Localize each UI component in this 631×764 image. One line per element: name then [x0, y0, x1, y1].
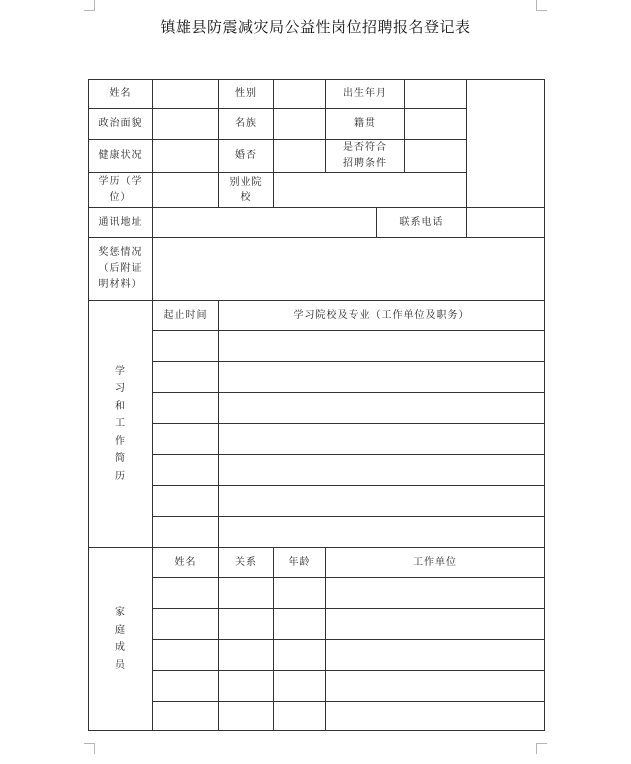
- photo-cell: [467, 80, 545, 208]
- name-field[interactable]: [153, 80, 219, 109]
- family-name-field[interactable]: [153, 609, 219, 640]
- family-workplace-field[interactable]: [326, 578, 545, 609]
- resume-period-field[interactable]: [153, 455, 219, 486]
- family-relation-field[interactable]: [219, 578, 274, 609]
- family-name-field[interactable]: [153, 702, 219, 731]
- resume-detail-field[interactable]: [219, 424, 545, 455]
- crop-mark-top-left: [84, 0, 95, 11]
- resume-detail-field[interactable]: [219, 362, 545, 393]
- education-field[interactable]: [153, 173, 219, 208]
- family-workplace-field[interactable]: [326, 671, 545, 702]
- crop-mark-top-right: [536, 0, 547, 11]
- resume-detail-field[interactable]: [219, 517, 545, 548]
- crop-mark-bottom-right: [536, 743, 547, 754]
- eligible-label: 是否符合招聘条件: [326, 140, 405, 173]
- period-header: 起止时间: [153, 301, 219, 331]
- family-workplace-field[interactable]: [326, 640, 545, 671]
- registration-form-table: [88, 79, 545, 731]
- birth-label: 出生年月: [326, 80, 405, 109]
- education-label: 学历（学位）: [89, 173, 153, 208]
- family-age-field[interactable]: [274, 609, 326, 640]
- resume-period-field[interactable]: [153, 517, 219, 548]
- resume-detail-field[interactable]: [219, 331, 545, 362]
- native-place-label: 籍贯: [326, 109, 405, 140]
- resume-period-field[interactable]: [153, 393, 219, 424]
- form-title: 镇雄县防震减灾局公益性岗位招聘报名登记表: [160, 18, 471, 36]
- family-age-field[interactable]: [274, 640, 326, 671]
- native-place-field[interactable]: [405, 109, 467, 140]
- health-field[interactable]: [153, 140, 219, 173]
- political-field[interactable]: [153, 109, 219, 140]
- ethnicity-field[interactable]: [274, 109, 326, 140]
- political-label: 政治面貌: [89, 109, 153, 140]
- family-workplace-field[interactable]: [326, 702, 545, 731]
- family-relation-field[interactable]: [219, 702, 274, 731]
- eligible-field[interactable]: [405, 140, 467, 173]
- resume-period-field[interactable]: [153, 362, 219, 393]
- phone-label: 联系电话: [377, 208, 467, 238]
- resume-detail-field[interactable]: [219, 486, 545, 517]
- resume-period-field[interactable]: [153, 486, 219, 517]
- birth-field[interactable]: [405, 80, 467, 109]
- gender-label: 性别: [219, 80, 274, 109]
- ethnicity-label: 名族: [219, 109, 274, 140]
- family-section-label: 家庭成员: [89, 548, 153, 731]
- school-major-header: 学习院校及专业（工作单位及职务）: [219, 301, 545, 331]
- family-relation-field[interactable]: [219, 671, 274, 702]
- family-workplace-header: 工作单位: [326, 548, 545, 578]
- phone-field[interactable]: [467, 208, 545, 238]
- resume-detail-field[interactable]: [219, 393, 545, 424]
- family-name-field[interactable]: [153, 640, 219, 671]
- awards-field[interactable]: [153, 238, 545, 301]
- resume-period-field[interactable]: [153, 424, 219, 455]
- family-relation-header: 关系: [219, 548, 274, 578]
- family-age-field[interactable]: [274, 578, 326, 609]
- family-name-field[interactable]: [153, 671, 219, 702]
- family-age-field[interactable]: [274, 671, 326, 702]
- graduated-from-label: 别业院校: [219, 173, 274, 208]
- family-name-field[interactable]: [153, 578, 219, 609]
- resume-period-field[interactable]: [153, 331, 219, 362]
- family-name-header: 姓名: [153, 548, 219, 578]
- marital-field[interactable]: [274, 140, 326, 173]
- address-field[interactable]: [153, 208, 377, 238]
- name-label: 姓名: [89, 80, 153, 109]
- family-relation-field[interactable]: [219, 640, 274, 671]
- resume-detail-field[interactable]: [219, 455, 545, 486]
- awards-label: 奖惩情况（后附证明材料）: [89, 238, 153, 301]
- family-workplace-field[interactable]: [326, 609, 545, 640]
- marital-label: 婚否: [219, 140, 274, 173]
- gender-field[interactable]: [274, 80, 326, 109]
- address-label: 通讯地址: [89, 208, 153, 238]
- graduated-from-field[interactable]: [274, 173, 467, 208]
- family-age-field[interactable]: [274, 702, 326, 731]
- family-age-header: 年龄: [274, 548, 326, 578]
- family-relation-field[interactable]: [219, 609, 274, 640]
- resume-section-label: 学习和工作简历: [89, 301, 153, 548]
- health-label: 健康状况: [89, 140, 153, 173]
- crop-mark-bottom-left: [84, 743, 95, 754]
